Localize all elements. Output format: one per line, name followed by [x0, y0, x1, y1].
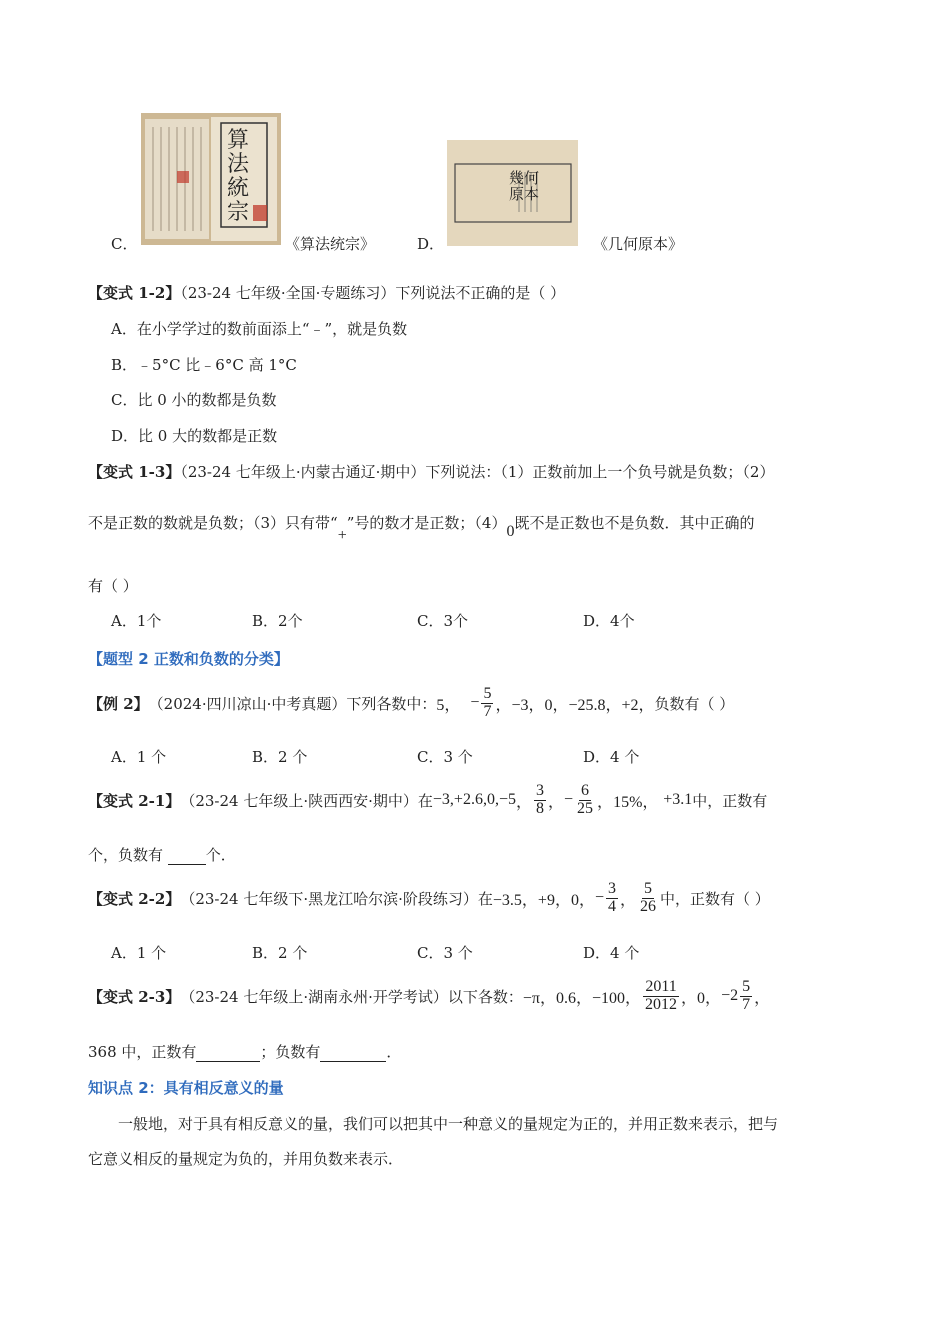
mixed-number-whole: −2	[721, 987, 739, 1004]
v13-option-a: A．1个	[111, 612, 162, 630]
number-list: ，−3，0，−25.8，+2，	[495, 696, 655, 714]
fraction-denominator: 26	[640, 897, 657, 915]
fraction	[606, 881, 618, 916]
v22-option-c: C．3 个	[417, 944, 473, 962]
number-list: −3.5，+9，0，	[492, 891, 595, 909]
question-v22: 【变式 2-2】 （23-24 七年级下·黑龙江哈尔滨·阶段练习） 在 −3.5，+9，0， − $\frac{3}{4}$ ， $\frac{5}{26}$ 中，正数有（ ）	[88, 879, 770, 915]
question-source: （23-24 七年级·全国·专题练习）	[180, 284, 396, 302]
v12-option-c: C．比 0 小的数都是负数	[111, 391, 277, 409]
v22-option-b: B．2 个	[252, 944, 308, 962]
question-tag: 【例 2】	[88, 694, 149, 713]
question-text: 中，正数有（ ）	[660, 889, 770, 908]
fraction	[481, 686, 493, 721]
question-source: （23-24 七年级上·湖南永州·开学考试）	[180, 987, 448, 1006]
v13-line2-part3: 既不是正数也不是负数．其中正确的	[514, 514, 755, 532]
question-lead: 以下各数：	[447, 987, 523, 1006]
minus-sign: −	[594, 889, 604, 906]
fraction-numerator: 3	[536, 781, 544, 799]
book-image-suanfa-tongzong	[141, 113, 281, 245]
plus-sign: +	[337, 527, 347, 544]
question-v21: 【变式 2-1】 （23-24 七年级上·陕西西安·期中） 在 −3,+2.6,0,−5 ， $\frac{3}{8}$ ， − $\frac{6}{25}$ ， 15%， +3.1 中，正数有	[88, 781, 768, 817]
question-text: 负数有（ ）	[654, 694, 735, 713]
knowledge-text-line1: 一般地，对于具有相反意义的量，我们可以把其中一种意义的量规定为正的，并用正数来表示，把与	[118, 1115, 779, 1133]
question-text: 下列说法不正确的是（ ）	[395, 284, 566, 302]
v23-line2-part2: ；负数有	[260, 1043, 321, 1061]
fraction-denominator: 7	[483, 702, 492, 720]
v21-line2-part1: 个，负数有	[88, 846, 164, 864]
v23-line2-part3: ．	[386, 1043, 402, 1061]
section-heading-type2: 【题型 2 正数和负数的分类】	[88, 650, 289, 668]
question-source: （23-24 七年级上·内蒙古通辽·期中）	[180, 463, 426, 481]
question-tag: 【变式 2-2】	[88, 889, 181, 908]
book-cover-text: 算法統宗	[227, 128, 250, 225]
v23-line2	[88, 1041, 401, 1062]
question-source: （2024·四川凉山·中考真题）	[148, 694, 347, 713]
option-d-label: D．	[417, 235, 445, 253]
v13-line2-part1: 不是正数的数就是负数；（3）只有带“	[88, 514, 338, 532]
ex2-option-d: D．4 个	[583, 748, 640, 766]
number-list: −3,+2.6,0,−5	[432, 791, 516, 808]
question-lead: 在	[477, 889, 493, 908]
fraction-numerator: 2011	[645, 977, 677, 995]
fraction-numerator: 3	[608, 879, 616, 897]
v23-line2-part1: 368 中，正数有	[88, 1043, 197, 1061]
fraction-denominator: 2012	[645, 995, 678, 1013]
ex2-option-c: C．3 个	[417, 748, 473, 766]
number-list: −π，0.6，−100，	[522, 989, 642, 1007]
v13-option-d: D．4个	[583, 612, 635, 630]
v13-line2	[88, 512, 755, 544]
answer-blank-positive[interactable]	[196, 1045, 260, 1062]
question-tag: 【变式 2-3】	[88, 987, 181, 1006]
question-source: （23-24 七年级下·黑龙江哈尔滨·阶段练习）	[180, 889, 478, 908]
knowledge-point-heading: 知识点 2：具有相反意义的量	[88, 1079, 284, 1097]
knowledge-text-line2: 它意义相反的量规定为负的，并用负数来表示．	[88, 1150, 404, 1168]
question-tag: 【变式 1-3】	[88, 463, 181, 481]
question-text: 中，正数有	[692, 791, 768, 810]
fraction-denominator: 4	[608, 897, 616, 915]
minus-sign: −	[564, 791, 574, 808]
fraction-denominator: 8	[536, 799, 544, 817]
question-v23	[88, 976, 770, 1016]
option-d-title: 《几何原本》	[593, 235, 684, 253]
question-ex2	[88, 683, 734, 723]
fraction-denominator: 25	[577, 799, 594, 817]
question-lead: 下列各数中：	[346, 694, 437, 713]
question-v13	[88, 461, 774, 482]
question-lead: 在	[417, 791, 433, 810]
number-value: +3.1	[663, 791, 693, 808]
option-c-title: 《算法统宗》	[285, 235, 376, 253]
v13-line3: 有（ ）	[88, 577, 138, 595]
ex2-option-b: B．2 个	[252, 748, 308, 766]
number-list: ，0，	[681, 989, 722, 1007]
v21-line2-part2: 个．	[205, 846, 236, 864]
fraction-numerator: 5	[644, 879, 653, 897]
book-illustration-c	[141, 113, 281, 245]
fraction	[575, 783, 595, 818]
minus-sign: −	[470, 694, 480, 711]
fraction	[638, 881, 658, 916]
answer-blank[interactable]	[168, 848, 206, 865]
v13-line2-part2: ”号的数才是正数；（4）	[346, 514, 507, 532]
fraction-numerator: 5	[742, 977, 751, 995]
question-v12	[88, 282, 565, 303]
book-cover-text: 幾何原本	[509, 169, 540, 203]
v13-option-c: C．3个	[417, 612, 469, 630]
answer-blank-negative[interactable]	[320, 1045, 386, 1062]
question-source: （23-24 七年级上·陕西西安·期中）	[180, 791, 418, 810]
fraction-denominator: 7	[742, 995, 751, 1013]
fraction	[534, 783, 546, 818]
v12-option-a: A．在小学学过的数前面添上“﹣”，就是负数	[111, 320, 408, 338]
fraction	[740, 979, 752, 1014]
v22-option-a: A．1 个	[111, 944, 167, 962]
number-list: 5，	[436, 696, 461, 714]
option-c-label: C．	[111, 235, 138, 253]
book-image-jihe-yuanben	[447, 140, 578, 246]
question-text: 下列说法：（1）正数前加上一个负号就是负数；（2）	[425, 463, 775, 481]
v13-option-b: B．2个	[252, 612, 303, 630]
fraction-numerator: 5	[483, 684, 492, 702]
question-tag: 【变式 2-1】	[88, 791, 181, 810]
fraction	[643, 979, 679, 1014]
question-tag: 【变式 1-2】	[88, 284, 181, 302]
v12-option-b: B．﹣5°C 比﹣6°C 高 1°C	[111, 356, 297, 374]
comma: ，	[754, 989, 771, 1007]
fraction-numerator: 6	[581, 781, 590, 799]
percentage: 15%，	[613, 793, 659, 811]
v22-option-d: D．4 个	[583, 944, 640, 962]
ex2-option-a: A．1 个	[111, 748, 167, 766]
zero-symbol: 0	[506, 523, 515, 540]
v12-option-d: D．比 0 大的数都是正数	[111, 427, 278, 445]
v21-line2	[88, 844, 236, 865]
